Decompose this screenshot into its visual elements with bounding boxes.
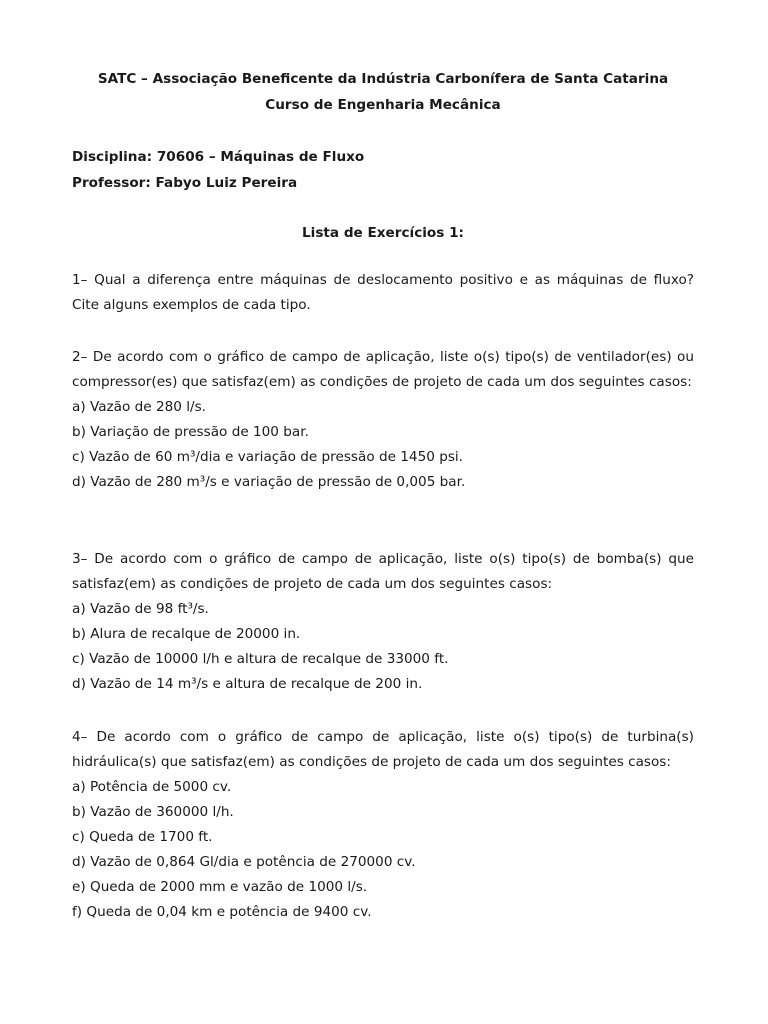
option-item: d) Vazão de 14 m³/s e altura de recalque de 200 in. [72, 676, 423, 692]
course-info [72, 144, 694, 196]
course-name: Curso de Engenharia Mecânica [265, 97, 501, 113]
option-item: b) Vazão de 360000 l/h. [72, 804, 234, 820]
option-item: a) Vazão de 98 ft³/s. [72, 601, 209, 617]
question-4 [72, 725, 694, 925]
option-item: b) Alura de recalque de 20000 in. [72, 626, 301, 642]
document-header [72, 66, 694, 118]
option-item: d) Vazão de 0,864 Gl/dia e potência de 270000 cv. [72, 854, 416, 870]
question-text: 3– De acordo com o gráfico de campo de aplicação, liste o(s) tipo(s) de bomba(s) que satisfaz(em) as condições de projeto de cada um dos seguintes casos: [72, 551, 694, 592]
question-3 [72, 547, 694, 697]
question-text: 1– Qual a diferença entre máquinas de deslocamento positivo e as máquinas de fluxo? Cite alguns exemplos de cada tipo. [72, 272, 694, 313]
question-text: 2– De acordo com o gráfico de campo de aplicação, liste o(s) tipo(s) de ventilador(es) ou compressor(es) que satisfaz(em) as condições de projeto de cada um dos seguintes casos: [72, 349, 694, 390]
institution-name: SATC – Associação Beneficente da Indústria Carbonífera de Santa Catarina [97, 71, 669, 87]
list-title: Lista de Exercícios 1: [302, 225, 464, 241]
professor-line: Professor: Fabyo Luiz Pereira [72, 175, 298, 191]
option-item: d) Vazão de 280 m³/s e variação de pressão de 0,005 bar. [72, 474, 466, 490]
option-item: b) Variação de pressão de 100 bar. [72, 424, 309, 440]
option-item: f) Queda de 0,04 km e potência de 9400 cv. [72, 904, 372, 920]
option-item: a) Vazão de 280 l/s. [72, 399, 206, 415]
option-item: a) Potência de 5000 cv. [72, 779, 232, 795]
option-item: c) Queda de 1700 ft. [72, 829, 213, 845]
option-item: c) Vazão de 10000 l/h e altura de recalque de 33000 ft. [72, 651, 449, 667]
question-1 [72, 268, 694, 318]
question-2 [72, 345, 694, 495]
option-item: e) Queda de 2000 mm e vazão de 1000 l/s. [72, 879, 368, 895]
discipline-line: Disciplina: 70606 – Máquinas de Fluxo [72, 149, 365, 165]
question-text: 4– De acordo com o gráfico de campo de aplicação, liste o(s) tipo(s) de turbina(s) hidráulica(s) que satisfaz(em) as condições de projeto de cada um dos seguintes casos: [72, 729, 694, 770]
option-item: c) Vazão de 60 m³/dia e variação de pressão de 1450 psi. [72, 449, 463, 465]
